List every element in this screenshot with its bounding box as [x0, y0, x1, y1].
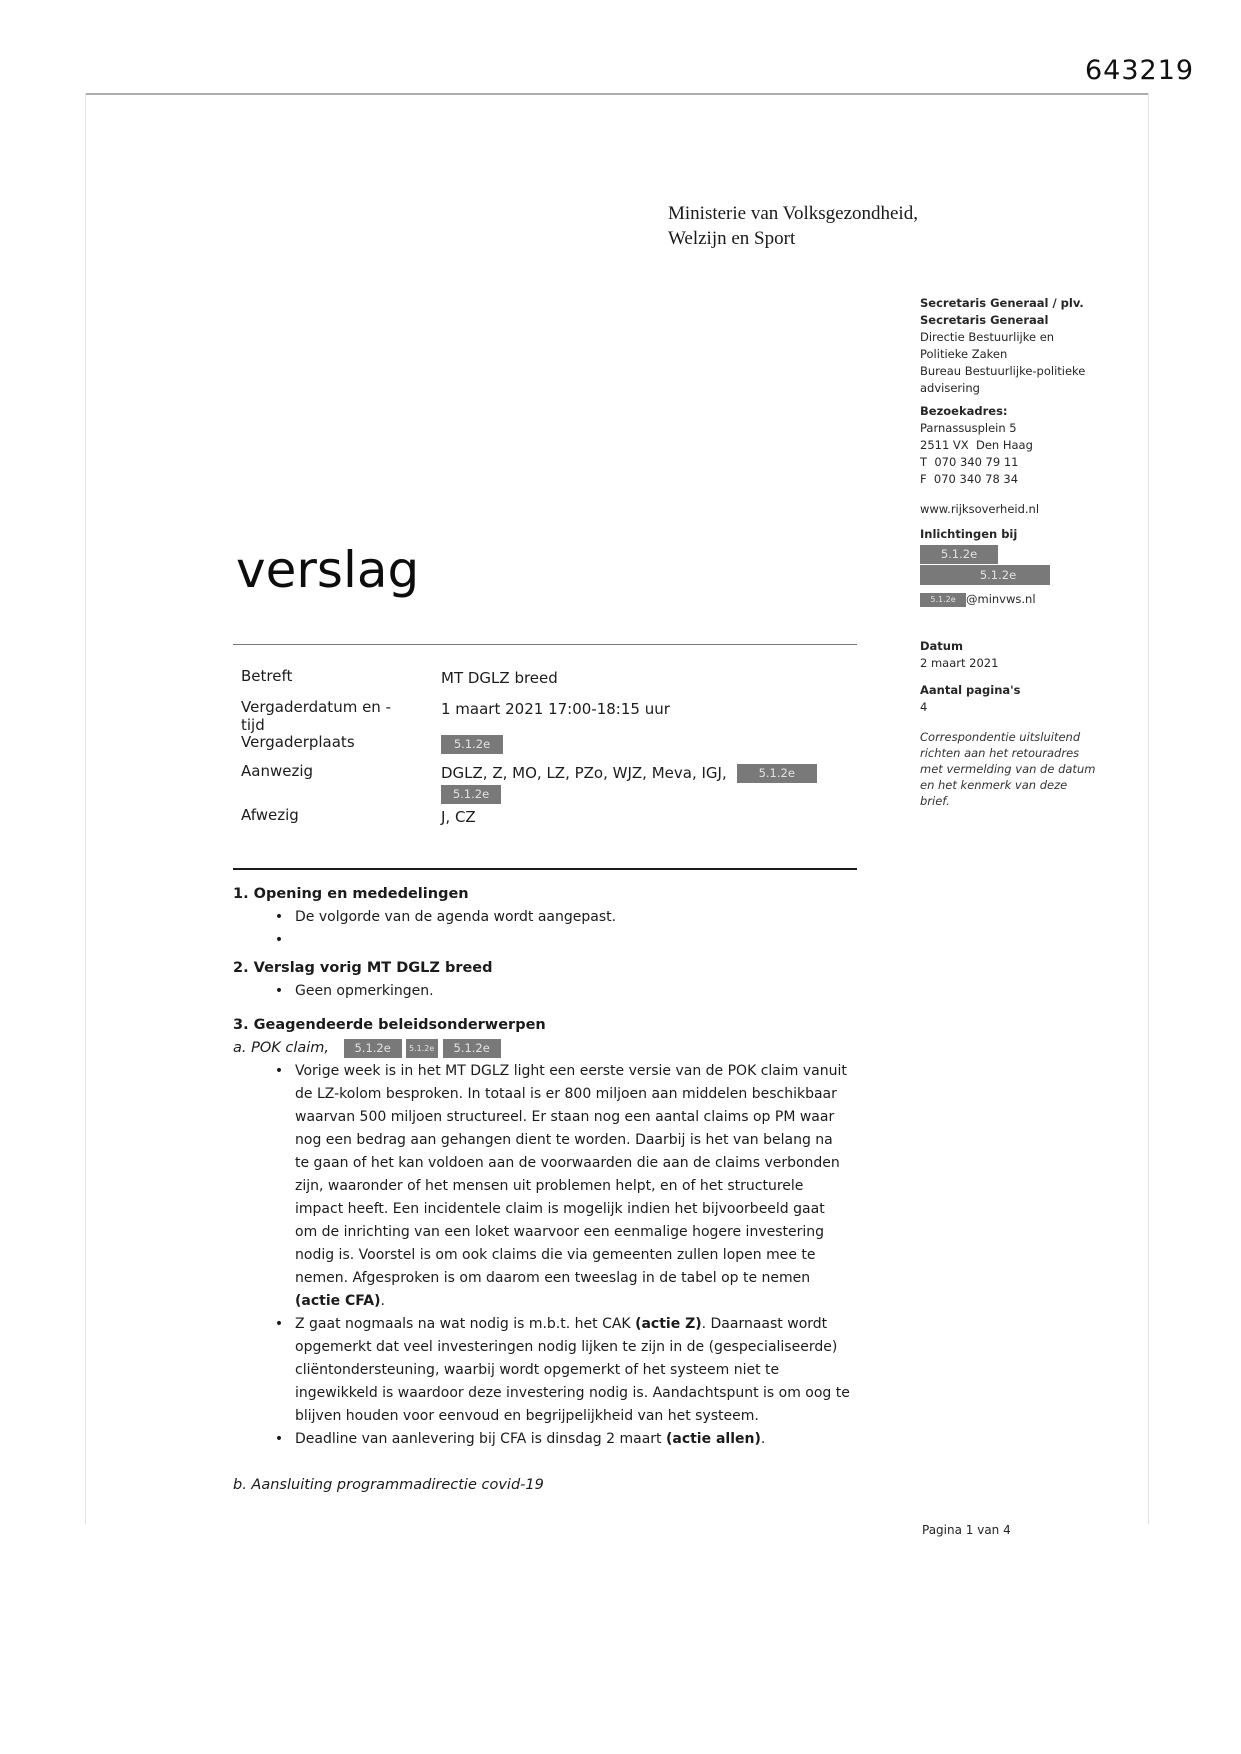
subsection-a-heading [233, 1037, 873, 1060]
redaction-box: 5.1.2e [441, 785, 501, 804]
list-item [233, 1428, 873, 1451]
subsection-b-heading: b. Aansluiting programmadirectie covid-19 [233, 1477, 544, 1493]
document-number: 643219 [1085, 55, 1195, 86]
table-row [241, 807, 881, 828]
divider-thin [233, 644, 857, 645]
list-item [233, 980, 873, 1003]
bullet-text [295, 929, 850, 952]
scan-edge-left [85, 93, 86, 1524]
bullet-icon: • [274, 983, 284, 999]
visit-address-line: Parnassusplein 5 [920, 421, 1017, 435]
bullet-text: Geen opmerkingen. [295, 983, 434, 999]
table-row [241, 763, 881, 805]
redacted-contact-name [920, 543, 1120, 564]
table-row [241, 734, 881, 755]
redaction-box: 5.1.2e [406, 1039, 438, 1058]
org-unit-line: Bureau Bestuurlijke-politieke [920, 364, 1086, 378]
list-item [233, 906, 873, 929]
ministry-line1: Ministerie van Volksgezondheid, [668, 203, 918, 224]
fax-line: F 070 340 78 34 [920, 472, 1019, 486]
redaction-box: 5.1.2e [441, 735, 503, 754]
org-name-line: Secretaris Generaal [920, 313, 1049, 327]
bullet-icon: • [274, 1316, 284, 1332]
org-name-line: Secretaris Generaal / plv. [920, 296, 1084, 310]
table-row [241, 668, 881, 689]
redacted-attendee-line [441, 784, 881, 805]
minutes-body [233, 883, 873, 1497]
bullet-icon: • [274, 1431, 284, 1447]
correspondence-note: Correspondentie uitsluitend richten aan het retouradres met vermelding van de datum en het kenmerk van deze brief. [920, 730, 1096, 808]
bullet-text-part: Vorige week is in het MT DGLZ light een eerste versie van de POK claim vanuit de LZ-kolom besproken. In totaal is er 800 miljoen aan middelen beschikbaar waarvan 500 miljoen structureel. Er staan nog een aantal claims op PM waar nog een bedrag aan gehangen dient te worden. Daarbij is het van belang na te gaan of het kan voldoen aan de voorwaarden die aan de claims verbonden zijn, waaronder of het mensen uit problemen helpt, en of het structurele impact heeft. Een incidentele claim is mogelijk indien het bijvoorbeeld gaat om de inrichting van een loket waarvoor een eenmalige hogere investering nodig is. Voorstel is om ook claims die via gemeenten zullen lopen mee te nemen. Afgesproken is om daarom een tweeslag in de tabel op te nemen [295, 1063, 847, 1286]
scan-edge-top [85, 93, 1148, 95]
bullet-text-part: Deadline van aanlevering bij CFA is dinsdag 2 maart [295, 1431, 666, 1447]
meta-value-betreft: MT DGLZ breed [441, 669, 558, 687]
phone-line: T 070 340 79 11 [920, 455, 1019, 469]
document-title: verslag [236, 541, 420, 599]
org-unit-line: Directie Bestuurlijke en [920, 330, 1055, 344]
bullet-text-part: . Daarnaast wordt opgemerkt dat veel investeringen nodig lijken te zijn in de (gespecialiseerde) cliëntondersteuning, waarbij wordt opgemerkt of het systeem niet te ingewikkeld is waardoor deze investering nodig is. Aandachtspunt is om oog te blijven houden voor eenvoud en begrijpelijkheid van het systeem. [295, 1316, 850, 1424]
meta-value-afwezig: J, CZ [441, 808, 476, 826]
divider-thick [233, 868, 857, 870]
bullet-icon: • [274, 909, 284, 925]
ministry-name [668, 201, 918, 251]
ministry-line2: Welzijn en Sport [668, 228, 796, 249]
list-item [233, 1060, 873, 1313]
page-count-label: Aantal pagina's [920, 683, 1021, 697]
redacted-contact-phone [920, 564, 1120, 585]
bullet-text [295, 1428, 850, 1451]
list-item-empty [233, 929, 873, 952]
meta-label-vergaderplaats: Vergaderplaats [241, 733, 355, 751]
meta-label-vergaderdatum: Vergaderdatum en - tijd [241, 698, 396, 734]
table-row [241, 699, 881, 734]
redaction-box: 5.1.2e [737, 764, 817, 783]
page-count-value: 4 [920, 700, 928, 714]
bullet-text [295, 1313, 850, 1428]
letterhead-sidebar [920, 295, 1120, 809]
bullet-icon: • [274, 932, 284, 948]
redaction-box: 5.1.2e [344, 1039, 402, 1058]
bullet-text-part: . [760, 1431, 766, 1447]
org-unit-line: Politieke Zaken [920, 347, 1008, 361]
visit-address-label: Bezoekadres: [920, 404, 1008, 418]
meta-value-vergaderplaats [441, 734, 881, 755]
date-value: 2 maart 2021 [920, 656, 999, 670]
redaction-box: 5.1.2e [920, 545, 998, 564]
redaction-box: 5.1.2e [443, 1039, 501, 1058]
bullet-icon: • [274, 1063, 284, 1079]
meta-label-betreft: Betreft [241, 667, 293, 685]
contact-label: Inlichtingen bij [920, 527, 1018, 541]
redaction-box: 5.1.2e [920, 565, 1050, 585]
org-unit-line: advisering [920, 381, 980, 395]
bullet-text-part: Z gaat nogmaals na wat nodig is m.b.t. het CAK [295, 1316, 636, 1332]
date-label: Datum [920, 639, 963, 653]
list-item [233, 1313, 873, 1428]
section-2-title: 2. Verslag vorig MT DGLZ breed [233, 960, 493, 976]
meta-label-aanwezig: Aanwezig [241, 762, 314, 780]
action-label: (actie CFA) [295, 1293, 381, 1309]
bullet-text [295, 1060, 850, 1313]
contact-email [920, 591, 1120, 608]
section-3-title: 3. Geagendeerde beleidsonderwerpen [233, 1017, 546, 1033]
visit-address-line: 2511 VX Den Haag [920, 438, 1033, 452]
meta-label-afwezig: Afwezig [241, 806, 299, 824]
attendees-text: DGLZ, Z, MO, LZ, PZo, WJZ, Meva, IGJ, [441, 764, 727, 782]
bullet-text: De volgorde van de agenda wordt aangepast. [295, 909, 617, 925]
bullet-text-part: . [380, 1293, 385, 1309]
redaction-box: 5.1.2e [920, 593, 966, 607]
section-1-title: 1. Opening en mededelingen [233, 886, 469, 902]
website-link[interactable]: www.rijksoverheid.nl [920, 502, 1040, 516]
meeting-meta-table [241, 668, 881, 828]
scan-edge-right [1148, 93, 1149, 1524]
subsection-a-label: a. POK claim, [233, 1040, 330, 1056]
page-number: Pagina 1 van 4 [922, 1523, 1011, 1537]
email-domain: @minvws.nl [966, 592, 1036, 606]
action-label: (actie Z) [635, 1316, 702, 1332]
meta-value-vergaderdatum: 1 maart 2021 17:00-18:15 uur [441, 700, 670, 718]
action-label: (actie allen) [665, 1431, 761, 1447]
meta-value-aanwezig [441, 763, 881, 805]
